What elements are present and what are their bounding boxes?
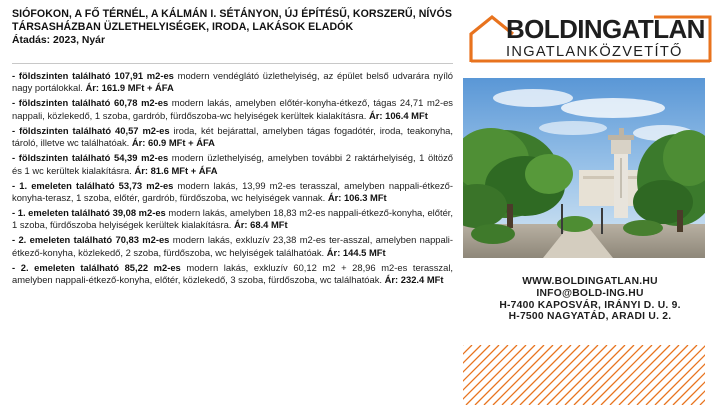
stripe-line <box>475 345 535 405</box>
handover-date: Átadás: 2023, Nyár <box>12 35 105 46</box>
stripe-line <box>556 345 616 405</box>
diagonal-stripes-pattern <box>463 345 705 405</box>
listing-item <box>12 262 453 287</box>
listing-description: iroda, két bejárattal, amelyben tágas fogadótér, iroda, teakonyha, tároló, illetve wc találhatóak. <box>12 124 453 149</box>
listing-item <box>12 180 453 205</box>
listing-item <box>12 152 453 177</box>
stripe-line <box>601 345 661 405</box>
listing-prefix: - 1. emeleten található 39,08 m2-es <box>12 207 166 219</box>
listing-price: Ár: 144.5 MFt <box>326 246 386 258</box>
stripe-line <box>547 345 607 405</box>
building-photo <box>463 78 705 258</box>
listing-item <box>12 234 453 259</box>
listing-prefix: - 1. emeleten található 53,73 m2-es <box>12 179 174 191</box>
logo <box>468 14 713 64</box>
stripe-line <box>463 345 472 405</box>
stripe-line <box>610 345 670 405</box>
logo-wordmark: BOLDINGATLAN <box>506 14 705 44</box>
decorative-stripes <box>463 345 705 405</box>
stripe-line <box>583 345 643 405</box>
listing-price: Ár: 106.4 MFt <box>368 109 428 121</box>
address-kaposvar: H-7400 KAPOSVÁR, IRÁNYI D. U. 9. <box>499 299 681 311</box>
headline: SIÓFOKON, A FŐ TÉRNÉL, A KÁLMÁN I. SÉTÁNYON, ÚJ ÉPÍTÉSŰ, KORSZERŰ, NÍVÓS TÁRSASHÁZBAN ÜZLETHELYISÉGEK, IRODA, LAKÁSOK ELADÓK <box>12 8 452 33</box>
listing-prefix: - 2. emeleten található 85,22 m2-es <box>12 261 181 273</box>
listing-prefix: - földszinten található 40,57 m2-es <box>12 124 170 136</box>
listing-prefix: - 2. emeleten található 70,83 m2-es <box>12 234 170 246</box>
logo-tagline: INGATLANKÖZVETÍTŐ <box>506 44 683 60</box>
website-link[interactable]: WWW.BOLDINGATLAN.HU <box>522 276 658 287</box>
divider <box>12 63 453 64</box>
stripe-line <box>520 345 580 405</box>
listing-description: modern lakás, amelyben 18,83 m2-es nappali-étkező-konyha, előtér, 1 szoba, fürdőszoba helyiségek kerültek kialakításra. <box>12 207 454 231</box>
stripe-line <box>466 345 526 405</box>
listing-description: modern lakás, exkluzív 23,38 m2-es ter-asszal, amelyben nappali-étkező-konyha, közlekedő, 2 szoba, fürdőszoba, wc helyiségek találhatóak. <box>12 234 453 258</box>
stripe-line <box>484 345 544 405</box>
stripe-line <box>574 345 634 405</box>
stripe-line <box>637 345 697 405</box>
stripe-line <box>463 345 490 405</box>
stripe-line <box>592 345 652 405</box>
contact-block <box>472 276 708 323</box>
listing-item <box>12 207 453 232</box>
stripe-line <box>529 345 589 405</box>
address-nagyatad: H-7500 NAGYATÁD, ARADI U. 2. <box>508 311 672 323</box>
listing-prefix: - földszinten található 54,39 m2-es <box>12 152 169 164</box>
stripe-line <box>538 345 598 405</box>
stripe-line <box>628 345 688 405</box>
email-link[interactable]: INFO@BOLD-ING.HU <box>536 287 644 299</box>
water-tower-photo <box>463 78 705 258</box>
stripe-line <box>493 345 553 405</box>
listing-price: Ár: 60.9 MFt + ÁFA <box>131 137 215 149</box>
listing-price: Ár: 106.3 MFt <box>327 192 387 204</box>
listing-description: modern üzlethelyiség, amelyben további 2 raktárhelyiség, 1 öltöző és 1 wc kerültek kialakításra. <box>12 152 454 176</box>
listing-prefix: - földszinten található 60,78 m2-es <box>12 97 169 109</box>
listings <box>12 70 453 289</box>
listing-description: modern lakás, exkluzív 60,12 m2 + 28,96 m2-es terasszal, amelyben nappali-étkező-konyha, előtér, közlekedő, 3 szoba, fürdőszoba, wc találhatóak. <box>12 261 454 286</box>
listing-price: Ár: 81.6 MFt + ÁFA <box>134 164 218 176</box>
stripe-line <box>502 345 562 405</box>
stripe-line <box>511 345 571 405</box>
stripe-line <box>619 345 679 405</box>
listing-item <box>12 70 453 95</box>
listing-price: Ár: 232.4 MFt <box>384 274 444 286</box>
listing-price: Ár: 161.9 MFt + ÁFA <box>85 82 174 94</box>
listing-description: modern vendéglátó üzlethelyiség, az épület belső udvarára nyíló nagy portálokkal. <box>12 70 453 94</box>
listing-description: modern lakás, amelyben előtér-konyha-étkező, tágas 24,71 m2-es nappali, közlekedő, 1 szoba, gardrób, fürdőszoba-wc helyiségek kerültek kialakításra. <box>12 97 453 121</box>
listing-prefix: - földszinten található 107,91 m2-es <box>12 70 174 81</box>
listing-item <box>12 97 453 122</box>
stripe-line <box>565 345 625 405</box>
listing-description: modern lakás, 13,99 m2-es terasszal, amelyben nappali-étkező-konyha-terasz, 1 szoba, előtér, gardrób, fürdőszoba, wc helyiségek vannak. <box>12 179 454 204</box>
header-block <box>12 8 453 47</box>
listing-price: Ár: 68.4 MFt <box>234 219 288 231</box>
stripe-line <box>646 345 705 405</box>
listing-item <box>12 125 453 150</box>
